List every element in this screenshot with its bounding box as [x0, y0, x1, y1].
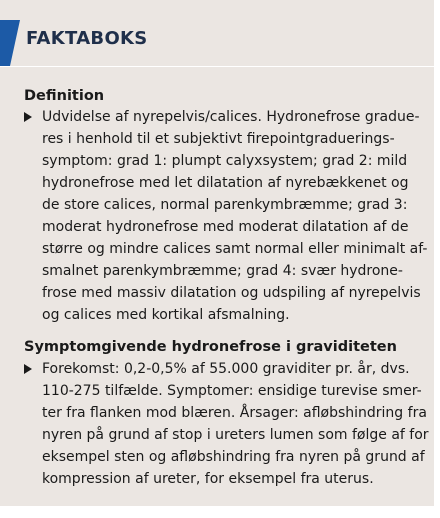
- header-divider: [0, 66, 434, 67]
- blue-parallelogram-icon: [0, 20, 20, 66]
- text-line: nyren på grund af stop i ureters lumen som følge af for: [42, 427, 429, 443]
- text-line: og calices med kortikal afsmalning.: [42, 307, 290, 323]
- text-line: kompression af ureter, for eksempel fra uterus.: [42, 471, 374, 487]
- text-line: smalnet parenkymbræmme; grad 4: svær hydrone-: [42, 263, 403, 279]
- fact-box-header: [0, 20, 434, 66]
- text-line: symptom: grad 1: plumpt calyxsystem; grad 2: mild: [42, 153, 408, 169]
- text-line: hydronefrose med let dilatation af nyrebækkenet og: [42, 175, 409, 191]
- text-line: ter fra flanken mod blæren. Årsager: afløbshindring fra: [42, 405, 427, 421]
- section-heading-definition: Definition: [24, 88, 105, 104]
- text-line: Forekomst: 0,2-0,5% af 55.000 graviditer pr. år, dvs.: [42, 361, 410, 377]
- text-line: større og mindre calices samt normal eller minimalt af-: [42, 241, 428, 257]
- text-line: frose med massiv dilatation og udspiling af nyrepelvis: [42, 285, 421, 301]
- pregnancy-text: [42, 358, 429, 490]
- text-line: 110-275 tilfælde. Symptomer: ensidige turevise smer-: [42, 383, 422, 399]
- triangle-bullet-icon: [24, 364, 32, 374]
- text-line: res i henhold til et subjektivt firepointgraduerings-: [42, 131, 395, 147]
- definition-text: [42, 106, 428, 326]
- text-line: de store calices, normal parenkymbræmme; grad 3:: [42, 197, 408, 213]
- triangle-bullet-icon: [24, 112, 32, 122]
- text-line: Udvidelse af nyrepelvis/calices. Hydronefrose gradue-: [42, 109, 420, 125]
- text-line: eksempel sten og afløbshindring fra nyren på grund af: [42, 449, 425, 465]
- fact-box-title: FAKTABOKS: [26, 28, 148, 49]
- text-line: moderat hydronefrose med moderat dilatation af de: [42, 219, 409, 235]
- section-heading-pregnancy: Symptomgivende hydronefrose i graviditeten: [24, 339, 397, 355]
